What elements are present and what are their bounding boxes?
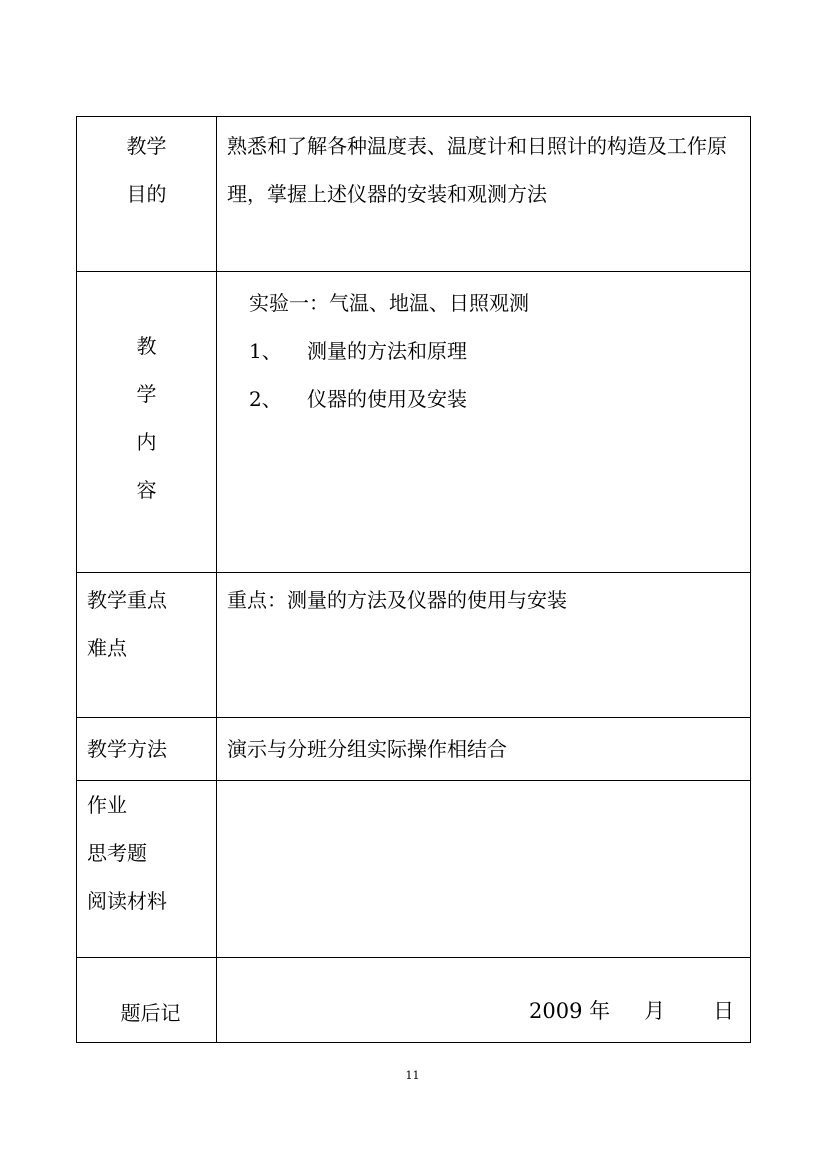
date-year-unit: 年	[589, 999, 611, 1023]
objective-label-line-1: 教学	[126, 134, 167, 158]
objective-label	[77, 117, 217, 272]
method-label	[77, 718, 217, 781]
list-item	[227, 327, 746, 375]
content-label-line-2: 学	[136, 382, 157, 406]
key-points-text-cell	[217, 573, 751, 718]
lesson-plan-table	[76, 116, 751, 1043]
content-label-line-4: 容	[136, 478, 157, 502]
objective-text-cell	[217, 117, 751, 272]
list-item-number: 2、	[249, 387, 282, 411]
content-label-line-1: 教	[136, 334, 157, 358]
homework-label	[77, 781, 217, 958]
content-label-line-3: 内	[136, 430, 157, 454]
date-line	[529, 995, 734, 1027]
key-points-label-line-2: 难点	[87, 636, 127, 660]
key-points-text: 重点：测量的方法及仪器的使用与安装	[227, 588, 567, 612]
homework-row	[77, 781, 751, 958]
homework-label-line-3: 阅读材料	[87, 889, 167, 913]
list-item-text: 仪器的使用及安装	[307, 387, 467, 411]
homework-text-cell	[217, 781, 751, 958]
content-row	[77, 272, 751, 573]
key-points-label-line-1: 教学重点	[87, 588, 167, 612]
date-year: 2009	[529, 999, 583, 1023]
content-text-cell	[217, 272, 751, 573]
key-points-label	[77, 573, 217, 718]
method-text-cell	[217, 718, 751, 781]
homework-label-line-2: 思考题	[87, 841, 147, 865]
date-day-unit: 日	[713, 999, 735, 1023]
notes-label-text: 题后记	[120, 1001, 181, 1025]
content-label	[77, 272, 217, 573]
objective-label-line-2: 目的	[126, 182, 167, 206]
method-row	[77, 718, 751, 781]
method-label-text: 教学方法	[87, 737, 167, 761]
notes-label	[77, 958, 217, 1043]
experiment-title: 实验一：气温、地温、日照观测	[249, 291, 529, 315]
homework-label-line-1: 作业	[87, 793, 127, 817]
page-number: 11	[405, 1069, 420, 1082]
key-points-row	[77, 573, 751, 718]
objective-row	[77, 117, 751, 272]
method-text: 演示与分班分组实际操作相结合	[227, 737, 507, 761]
list-item-text: 测量的方法和原理	[307, 339, 467, 363]
list-item-number: 1、	[249, 339, 282, 363]
list-item	[227, 375, 746, 423]
date-month-unit: 月	[644, 999, 666, 1023]
objective-text: 熟悉和了解各种温度表、温度计和日照计的构造及工作原理，掌握上述仪器的安装和观测方法	[227, 134, 727, 206]
